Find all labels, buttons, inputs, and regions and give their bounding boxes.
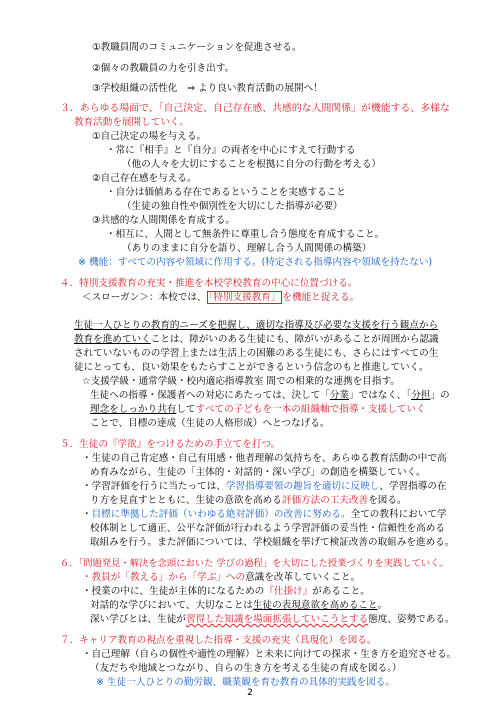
page-number: 2 — [247, 688, 253, 698]
s5-item3-bullet: ・ — [82, 509, 92, 520]
s3-item1-text: ・常に『相手』と『自分』の両者を中心にすえて行動する — [106, 145, 356, 156]
s4-para1-line4: 徒にとっても、良い効果をもたらすことができるという信念のもと推進していく。 — [74, 362, 429, 373]
s6-deep-text: 深い学びとは、生徒が — [90, 614, 186, 625]
s5-item2-line2-end: を図る。 — [368, 495, 407, 506]
s3-item3-note: （ありのままに自分を語り、理解し合う人間関係の構築） — [122, 243, 372, 254]
s4-slogan-end: を機能と捉える。 — [282, 292, 360, 303]
s4-para1-line2 — [74, 333, 439, 347]
s4-slogan — [82, 291, 359, 305]
s4-para1-text: ことは、障がいのある生徒にも、障がいがあることが周囲から認識 — [150, 334, 439, 345]
s3-heading: ３．あらゆる場面で、「自己決定、自己存在感、共感的な人間関係」が機能する、多様な — [60, 103, 450, 114]
s5-item2-line2-text: り方を見直すとともに、生徒の意欲を高める — [90, 495, 282, 506]
s6-item1-text: 意識を改革していくこと。 — [245, 572, 361, 583]
s4-para1-line1 — [74, 319, 438, 333]
s7-heading: ７．キャリア教育の視点を重視した指導・支援の充実（具現化）を図る。 — [60, 635, 377, 646]
s5-item1-line1: ・生徒の自己肯定感・自己有用感・他者理解の気持ちを、あらゆる教育活動の中で高 — [82, 453, 447, 464]
s4-para1-underlined: 生徒一人ひとりの教育的ニーズを把握し、適切な指導及び必要な支援を行う観点から — [74, 320, 439, 331]
s6-item2-line1 — [82, 585, 370, 599]
s3-item3: ③共感的な人間関係を育成する。 — [92, 215, 235, 226]
s5-item3-highlight: 目標に準拠した評価（いわゆる絶対評価）の改善に努める。 — [91, 509, 351, 520]
s7-note: ※ 生徒一人ひとりの勤労観、職業観を育む教育の具体的実践を図る。 — [96, 677, 395, 688]
s4-para2-mid: 」ではなく、「 — [349, 390, 412, 401]
s5-item3-line1 — [82, 508, 447, 522]
s4-star-item: ☆支援学級・通常学級・校内適応指導教室 間での相乗的な連携を目指す。 — [82, 376, 400, 387]
s7-item1-line2: （友だちや地域とつながり、自らの生き方を考える生徒の育成を図る。） — [90, 663, 402, 674]
s6-deep-end: 態度、姿勢である。 — [368, 614, 455, 625]
s5-item2-highlight-2: 評価方法の工夫改善 — [281, 495, 369, 506]
s4-slogan-highlight: 「特別支援教育」 — [208, 292, 281, 303]
s3-item1: ①自己決定の場を与える。 — [92, 131, 207, 142]
s4-para1-underlined-2: 教育を進めていく — [74, 334, 151, 345]
s5-item2-text: ・学習評価を行うに当たっては、 — [82, 481, 226, 492]
s5-item2-line1 — [82, 480, 447, 494]
s5-item1-line2: め育みながら、生徒の「主体的・対話的・深い学び」の創造を構築していく。 — [90, 467, 426, 478]
s6-item2-end: があること。 — [312, 586, 370, 597]
s4-bunsgyo: 分業 — [329, 390, 350, 401]
s6-shikake: 『仕掛け』 — [264, 586, 313, 597]
s6-item1-highlight: ・教員が「教える」から「学ぶ」への — [82, 572, 246, 583]
s6-item2-line2 — [90, 599, 387, 613]
s5-item3-text: 全ての教科において学 — [350, 509, 447, 520]
s4-para2-line1 — [90, 389, 450, 403]
s3-item3-text: ・相互に、人間として無条件に尊重し合う態度を育成すること。 — [106, 229, 385, 240]
s6-item2-line3 — [90, 613, 455, 627]
s7-item1-line1: ・自己理解（自らの個性や適性の理解）と未来に向けての探求・生き方を追究させる。 — [82, 649, 457, 660]
s5-item3-line2: 校体制として適正、公平な評価が行われるよう学習評価の妥当性・信頼性を高める — [90, 523, 445, 534]
s3-item2-note: （生徒の独自性や個別性を大切にした指導が必要） — [122, 201, 343, 212]
s5-item2-line2 — [90, 494, 407, 508]
s3-note: ※ 機能：すべての内容や領域に作用する。(特定される指導内容や領域を持たない) — [78, 257, 433, 268]
s3-item1-note: （他の人々を大切にすることを根拠に自分の行動を考える） — [122, 159, 382, 170]
s2-line2: ②個々の教職員の力を引き出す。 — [92, 63, 235, 74]
s4-all-children: すべての子どもを一本の組織軸で指導・支援していく — [195, 404, 426, 415]
s6-deep-highlight: 習得した知識を場面拡張していこうとする — [185, 614, 369, 625]
s3-item2-text: ・自分は価値ある存在であるということを実感すること — [106, 187, 346, 198]
s5-item2-end: 、学習指導の在 — [379, 481, 447, 492]
s5-item3-line3: 取組みを行う。また評価については、学校組織を挙げて検証改善の取組みを進める。 — [90, 537, 455, 548]
s4-para2-connector: して — [176, 404, 196, 415]
s4-para1-line3: されていないものの学習上または生活上の困難のある生徒にも、さらにはすべての生 — [74, 348, 439, 359]
s5-item2-highlight: 学習指導要領の趣旨を適切に反映し — [225, 481, 380, 492]
s4-heading: ４．特別支援教育の充実・推進を本校学校教育の中心に位置づける。 — [60, 278, 358, 289]
s6-item2-text: ・授業の中に、生徒が主体的になるための — [82, 586, 265, 597]
s4-rinen: 理念をしっかり共有 — [90, 404, 177, 415]
s6-dialogue-underlined: 生徒の表現意欲を高めること — [252, 600, 378, 611]
s6-dialogue-text: 対話的な学びにおいて、大切なことは — [90, 600, 253, 611]
s6-heading: ６．「問題発見・解決を念頭においた 学びの過程」を大切にした授業づくりを実践していく。 — [60, 558, 449, 569]
s2-line3: ③学校組織の活性化 ⇒ より良い教育活動の展開へ！ — [92, 83, 323, 94]
s4-para2-line2 — [90, 403, 426, 417]
s3-heading-cont: 教育活動を展開していく。 — [74, 117, 189, 128]
s4-slogan-label: ＜スローガン＞：本校では、 — [82, 292, 207, 303]
s5-heading: ５．生徒の『学欲』をつけるための手立てを打つ。 — [60, 439, 281, 450]
s4-para2-text: 生徒への指導・保護者への対応にあたっては、決して「 — [90, 390, 330, 401]
s4-buntan: 分担 — [411, 390, 431, 401]
s6-item1 — [82, 571, 360, 585]
s2-line1: ①教職員間のコミュニケーションを促進させる。 — [92, 42, 302, 53]
s6-dialogue-end: 。 — [377, 600, 388, 611]
s3-item2: ②自己存在感を与える。 — [92, 173, 197, 184]
s4-para2-line3: ことで、目標の達成（生徒の人格形成）へとつなげる。 — [90, 418, 330, 429]
s4-para2-end: 」の — [430, 390, 450, 401]
